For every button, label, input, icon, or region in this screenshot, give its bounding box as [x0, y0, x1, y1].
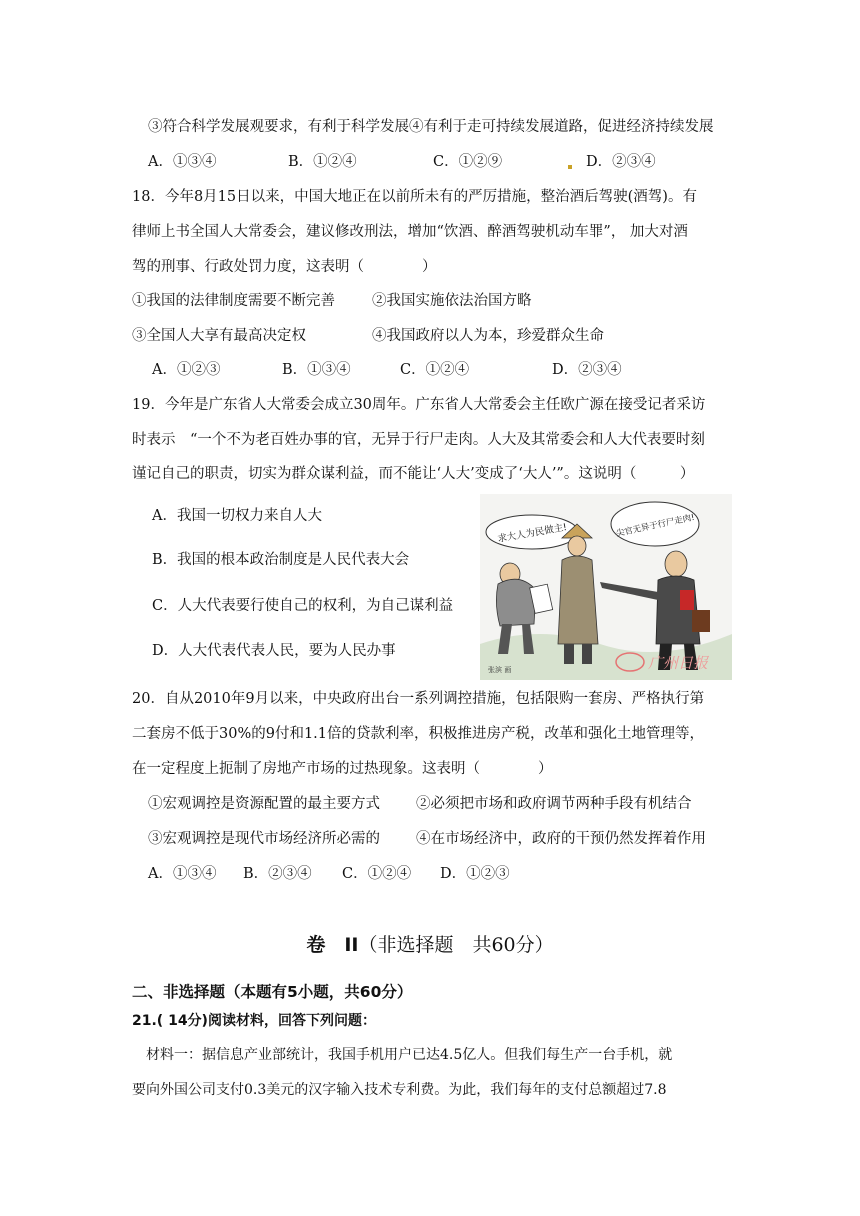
q18-option-a: A．①②③ — [152, 362, 221, 378]
q20-stem-line-2: 二套房不低于30%的9付和1.1倍的贷款利率，积极推进房产税，改革和强化土地管理等， — [132, 726, 705, 742]
q20-item-3: ③宏观调控是现代市场经济所必需的 — [148, 831, 380, 847]
part-2-title-main: 卷 II — [306, 934, 359, 956]
part-2-heading: 二、非选择题（本题有5小题，共60分） — [132, 983, 413, 1001]
bubble-left-text: 求大人为民做主! — [496, 521, 568, 545]
q17-option-d: D．②③④ — [586, 154, 656, 170]
stray-mark — [568, 165, 572, 169]
q18-stem-line-3: 驾的刑事、行政处罚力度，这表明（ ） — [132, 259, 437, 275]
q19-option-d: D．人大代表代表人民，要为人民办事 — [152, 643, 396, 659]
q18-item-2: ②我国实施依法治国方略 — [372, 293, 532, 309]
q18-stem-line-2: 律师上书全国人大常委会，建议修改刑法，增加“饮酒、醉酒驾驶机动车罪”， 加大对酒 — [132, 224, 688, 240]
q20-item-1: ①宏观调控是资源配置的最主要方式 — [148, 796, 380, 812]
q18-option-d: D．②③④ — [552, 362, 622, 378]
q17-option-b: B．①②④ — [288, 154, 357, 170]
cartoon-signature: 张滨 画 — [488, 666, 512, 674]
q21-heading: 21.( 14分)阅读材料，回答下列问题： — [132, 1013, 376, 1029]
q18-item-3: ③全国人大享有最高决定权 — [132, 328, 306, 344]
q20-item-2: ②必须把市场和政府调节两种手段有机结合 — [416, 796, 692, 812]
q17-option-a: A．①③④ — [148, 154, 217, 170]
q20-stem-line-1: 20．自从2010年9月以来，中央政府出台一系列调控措施，包括限购一套房、严格执行第 — [132, 691, 705, 707]
q21-material-1-line-2: 要向外国公司支付0.3美元的汉字输入技术专利费。为此，我们每年的支付总额超过7.8 — [132, 1082, 667, 1098]
q19-option-a: A．我国一切权力来自人大 — [152, 508, 322, 524]
q21-material-1-line-1: 材料一：据信息产业部统计，我国手机用户已达4.5亿人。但我们每生产一台手机，就 — [146, 1047, 673, 1063]
q19-option-b: B．我国的根本政治制度是人民代表大会 — [152, 552, 410, 568]
q17-items-3-4: ③符合科学发展观要求，有利于科学发展④有利于走可持续发展道路，促进经济持续发展 — [148, 119, 714, 135]
q19-option-c: C．人大代表要行使自己的权利，为自己谋利益 — [152, 598, 454, 614]
q20-stem-line-3: 在一定程度上扼制了房地产市场的过热现象。这表明（ ） — [132, 761, 553, 777]
q18-option-c: C．①②④ — [400, 362, 470, 378]
q19-stem-line-1: 19．今年是广东省人大常委会成立30周年。广东省人大常委会主任欧广源在接受记者采访 — [132, 397, 706, 413]
part-2-title — [0, 930, 860, 957]
q18-options — [152, 360, 752, 380]
q18-item-1: ①我国的法律制度需要不断完善 — [132, 293, 335, 309]
q20-option-c: C．①②④ — [342, 866, 412, 882]
part-2-title-sub: （非选择题 共60分） — [358, 934, 554, 956]
q19-stem-line-2: 时表示 “一个不为老百姓办事的官，无异于行尸走肉。人大及其常委会和人大代表要时刻 — [132, 432, 705, 448]
q18-item-4: ④我国政府以人为本，珍爱群众生命 — [372, 328, 604, 344]
speech-bubble-right — [611, 502, 699, 546]
speech-bubble-left — [486, 515, 578, 549]
bubble-right-text: 尖官无异于行尸走肉! — [615, 512, 696, 540]
q20-option-b: B．②③④ — [243, 866, 312, 882]
q18-stem-line-1: 18．今年8月15日以来，中国大地正在以前所未有的严厉措施，整治酒后驾驶(酒驾)。有 — [132, 189, 697, 205]
q20-option-d: D．①②③ — [440, 866, 510, 882]
q20-option-a: A．①③④ — [148, 866, 217, 882]
q17-options — [148, 152, 748, 172]
q19-stem-line-3: 谨记自己的职责，切实为群众谋利益，而不能让‘人大’变成了‘大人’”。这说明（ ） — [132, 466, 695, 482]
q17-option-c: C．①②⑨ — [433, 154, 503, 170]
q20-options — [148, 864, 748, 884]
newspaper-logo-text: 广州日报 — [647, 654, 709, 672]
political-cartoon — [480, 494, 732, 680]
q18-option-b: B．①③④ — [282, 362, 351, 378]
q20-item-4: ④在市场经济中，政府的干预仍然发挥着作用 — [416, 831, 706, 847]
